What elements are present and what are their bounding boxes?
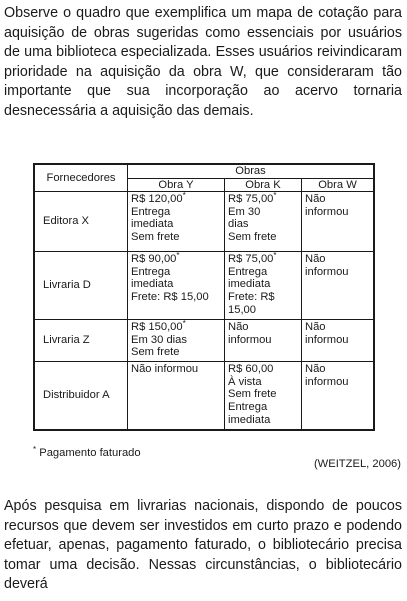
billing-mark: *	[182, 191, 186, 201]
quote-cell	[225, 362, 302, 430]
condition-line: Não	[305, 193, 326, 206]
price-value: R$ 60,00	[228, 363, 274, 376]
condition-line: Sem frete	[228, 388, 277, 401]
condition-line: Em 30	[228, 205, 261, 218]
quote-cell	[302, 252, 375, 320]
price-line	[131, 193, 221, 206]
works-header: Obras	[128, 164, 375, 178]
price-line	[228, 193, 298, 206]
table-body	[34, 192, 374, 430]
supplier-cell: Livraria Z	[34, 320, 128, 362]
condition-line: Entrega	[131, 265, 171, 278]
price-value: R$ 120,00	[131, 193, 183, 206]
condition-line: Não	[228, 321, 249, 334]
price-value: R$ 90,00	[131, 253, 177, 266]
table-row	[34, 320, 374, 362]
condition-line: imediata	[131, 278, 174, 291]
supplier-cell: Editora X	[34, 192, 128, 252]
condition-line: informou	[228, 333, 272, 346]
supplier-cell: Livraria D	[34, 252, 128, 320]
condition-line: Não	[305, 363, 326, 376]
footnote-mark: *	[33, 445, 37, 454]
condition-line: Frete: R$ 15,00	[131, 290, 209, 303]
condition-line: Não	[305, 321, 326, 334]
condition-line: Sem frete	[131, 230, 180, 243]
billing-mark: *	[176, 251, 180, 261]
billing-mark: *	[273, 191, 277, 201]
quote-cell	[302, 192, 375, 252]
condition-line: À vista	[228, 375, 262, 388]
condition-line: informou	[305, 265, 349, 278]
condition-line: Entrega	[228, 265, 268, 278]
condition-line: Entrega	[131, 205, 171, 218]
condition-line: Sem frete	[131, 346, 180, 359]
footnote	[33, 447, 141, 459]
billing-mark: *	[182, 319, 186, 329]
condition-line: Sem frete	[228, 230, 277, 243]
price-line	[228, 363, 298, 376]
quote-cell	[302, 320, 375, 362]
condition-line: informou	[305, 375, 349, 388]
condition-line: imediata	[131, 218, 174, 231]
billing-mark: *	[273, 251, 277, 261]
column-header: Obra K	[225, 178, 302, 192]
price-value: R$ 75,00	[228, 193, 274, 206]
footnote-text: Pagamento faturado	[36, 447, 141, 459]
condition-line: imediata	[228, 413, 271, 426]
table-row	[34, 192, 374, 252]
source-citation: (WEITZEL, 2006)	[313, 458, 401, 470]
column-header: Obra Y	[128, 178, 225, 192]
column-header: Obra W	[302, 178, 375, 192]
price-line	[228, 253, 298, 266]
quote-cell	[128, 320, 225, 362]
quote-cell	[128, 252, 225, 320]
table-row	[34, 252, 374, 320]
quote-cell	[225, 192, 302, 252]
quotation-table	[33, 163, 375, 431]
condition-line: Em 30 dias	[131, 333, 187, 346]
price-line	[131, 253, 221, 266]
condition-line: 15,00	[228, 303, 256, 316]
intro-paragraph: Observe o quadro que exemplifica um mapa de cotação para aquisição de obras sugeridas como essenciais por usuários de uma biblioteca especializada. Esses usuários reivindicaram prioridade na aquisição da obra W, que consideraram tão importante que sua incorporação ao acervo tornaria desnecessária a aquisição das demais.	[4, 5, 402, 119]
condition-line: Entrega	[228, 400, 268, 413]
table-row	[34, 362, 374, 430]
suppliers-header: Fornecedores	[34, 164, 128, 192]
condition-line: informou	[305, 333, 349, 346]
quote-cell	[225, 320, 302, 362]
quote-cell	[128, 362, 225, 430]
price-value: R$ 75,00	[228, 253, 274, 266]
condition-line: imediata	[228, 278, 271, 291]
condition-line: Não informou	[131, 363, 199, 376]
supplier-cell: Distribuidor A	[34, 362, 128, 430]
price-line	[131, 321, 221, 334]
condition-line: Frete: R$	[228, 290, 275, 303]
condition-line: dias	[228, 218, 249, 231]
quote-cell	[128, 192, 225, 252]
quote-cell	[225, 252, 302, 320]
quote-cell	[302, 362, 375, 430]
question-paragraph: Após pesquisa em livrarias nacionais, dispondo de poucos recursos que devem ser investidos em curto prazo e podendo efetuar, apenas, pagamento faturado, o bibliotecário precisa tomar uma decisão. Nessas circunstâncias, o bibliotecário deverá	[4, 498, 402, 593]
condition-line: Não	[305, 253, 326, 266]
price-value: R$ 150,00	[131, 321, 183, 334]
condition-line: informou	[305, 205, 349, 218]
